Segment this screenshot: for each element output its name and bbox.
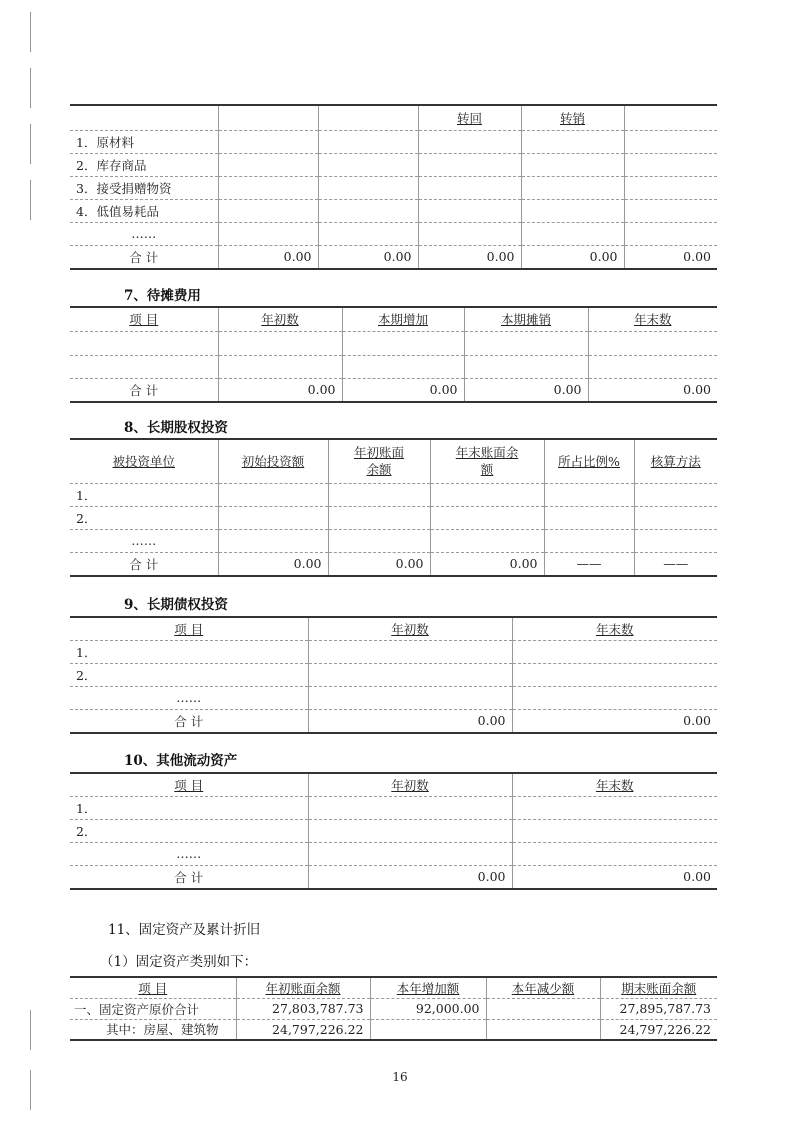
- row-label: ……: [70, 686, 308, 709]
- header-cell: 年初账面余额: [236, 977, 370, 998]
- binding-mark: [30, 1010, 37, 1050]
- header-cell: 所占比例%: [544, 439, 634, 483]
- total-value: 0.00: [218, 245, 318, 269]
- total-value: 0.00: [318, 245, 418, 269]
- total-value: 0.00: [512, 709, 717, 733]
- provision-table: [70, 104, 717, 270]
- fixed-assets-table: [70, 976, 717, 1041]
- row-label: ……: [70, 842, 308, 865]
- header-cell: 年末数: [512, 617, 717, 640]
- header-cell: 项 目: [70, 307, 218, 331]
- header-cell: 转回: [418, 105, 521, 130]
- total-label: 合 计: [70, 552, 218, 576]
- header-cell: 期末账面余额: [600, 977, 717, 998]
- header-cell: [318, 105, 418, 130]
- total-value: ——: [544, 552, 634, 576]
- header-cell: 本年减少额: [486, 977, 600, 998]
- header-cell: 初始投资额: [218, 439, 328, 483]
- debt-investment-table: [70, 616, 717, 734]
- row-label: 一、固定资产原价合计: [70, 998, 236, 1019]
- total-value: 0.00: [308, 865, 512, 889]
- header-cell: [218, 105, 318, 130]
- cell-value: 24,797,226.22: [600, 1019, 717, 1040]
- header-cell: 项 目: [70, 617, 308, 640]
- row-label: ……: [70, 529, 218, 552]
- total-value: 0.00: [328, 552, 430, 576]
- section-title: 9、长期债权投资: [124, 597, 228, 613]
- cell-value: [486, 998, 600, 1019]
- row-label: ……: [70, 222, 218, 245]
- total-value: 0.00: [418, 245, 521, 269]
- row-label: 2．: [70, 663, 308, 686]
- section-title: 7、待摊费用: [124, 288, 201, 304]
- header-cell: 年初数: [308, 773, 512, 796]
- cell-value: [486, 1019, 600, 1040]
- header-cell: 转销: [521, 105, 624, 130]
- row-label: 1．: [70, 483, 218, 506]
- header-cell: 年初账面余额: [328, 439, 430, 483]
- header-cell: 本期摊销: [464, 307, 588, 331]
- page-number: 16: [392, 1070, 408, 1084]
- header-cell: 本年增加额: [370, 977, 486, 998]
- header-cell: 核算方法: [634, 439, 717, 483]
- cell-value: 92,000.00: [370, 998, 486, 1019]
- total-value: 0.00: [218, 378, 342, 402]
- section-title: 10、其他流动资产: [124, 753, 238, 769]
- prepaid-expenses-table: [70, 306, 717, 403]
- cell-value: [370, 1019, 486, 1040]
- total-label: 合 计: [70, 865, 308, 889]
- header-cell: 项 目: [70, 773, 308, 796]
- row-label: 1．原材料: [70, 130, 218, 153]
- header-cell: 项 目: [70, 977, 236, 998]
- total-value: 0.00: [521, 245, 624, 269]
- row-label: 2．: [70, 819, 308, 842]
- row-label: 1．: [70, 796, 308, 819]
- header-cell: 年末数: [512, 773, 717, 796]
- header-cell: 年初数: [308, 617, 512, 640]
- total-value: 0.00: [218, 552, 328, 576]
- total-value: 0.00: [624, 245, 717, 269]
- equity-investment-table: [70, 438, 717, 577]
- other-current-assets-table: [70, 772, 717, 890]
- total-value: 0.00: [342, 378, 464, 402]
- binding-mark: [30, 180, 37, 220]
- binding-mark: [30, 68, 37, 108]
- section-title: 8、长期股权投资: [124, 420, 228, 436]
- total-label: 合 计: [70, 245, 218, 269]
- header-cell: [70, 105, 218, 130]
- total-value: 0.00: [430, 552, 544, 576]
- total-value: 0.00: [308, 709, 512, 733]
- cell-value: 27,895,787.73: [600, 998, 717, 1019]
- total-value: 0.00: [588, 378, 717, 402]
- total-label: 合 计: [70, 378, 218, 402]
- header-cell: 年末账面余额: [430, 439, 544, 483]
- row-label: 2．: [70, 506, 218, 529]
- row-label: 1．: [70, 640, 308, 663]
- header-cell: 年初数: [218, 307, 342, 331]
- header-cell: [624, 105, 717, 130]
- row-label: 2．库存商品: [70, 153, 218, 176]
- binding-mark: [30, 12, 37, 52]
- total-label: 合 计: [70, 709, 308, 733]
- header-cell: 被投资单位: [70, 439, 218, 483]
- section-title: 11、固定资产及累计折旧: [108, 922, 261, 938]
- cell-value: 27,803,787.73: [236, 998, 370, 1019]
- total-value: ——: [634, 552, 717, 576]
- row-label: 4．低值易耗品: [70, 199, 218, 222]
- binding-mark: [30, 124, 37, 164]
- row-label: 3．接受捐赠物资: [70, 176, 218, 199]
- row-label: 其中：房屋、建筑物: [70, 1019, 236, 1040]
- header-cell: 本期增加: [342, 307, 464, 331]
- total-value: 0.00: [512, 865, 717, 889]
- cell-value: 24,797,226.22: [236, 1019, 370, 1040]
- header-cell: 年末数: [588, 307, 717, 331]
- total-value: 0.00: [464, 378, 588, 402]
- section-subtitle: （1）固定资产类别如下：: [100, 954, 258, 970]
